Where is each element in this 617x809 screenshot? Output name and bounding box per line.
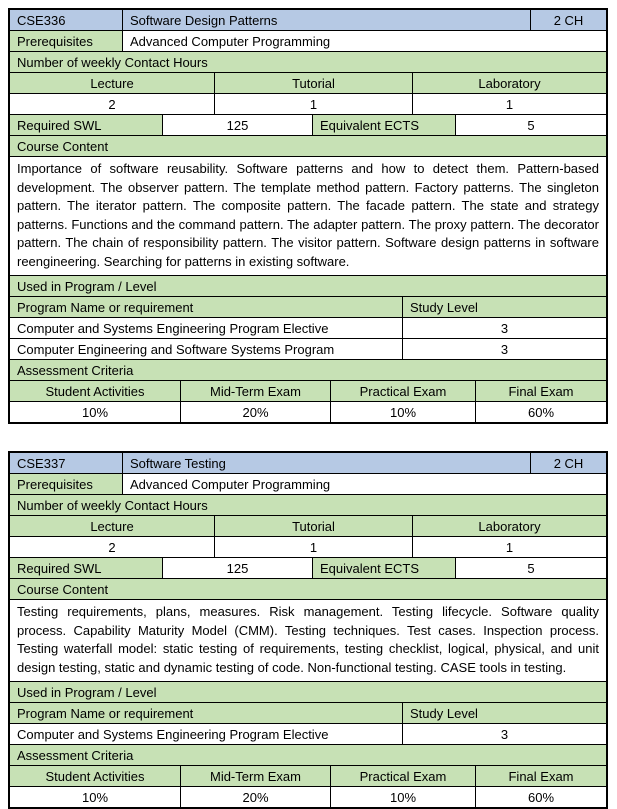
lecture-header: Lecture (10, 516, 214, 536)
course-content-row (10, 599, 606, 681)
laboratory-value: 1 (412, 94, 606, 114)
equivalent-ects-value: 5 (455, 115, 606, 135)
tutorial-header: Tutorial (214, 73, 412, 93)
program-level: 3 (402, 724, 606, 744)
course-title: Software Design Patterns (122, 10, 530, 30)
lecture-header: Lecture (10, 73, 214, 93)
practical-exam-value: 10% (330, 402, 475, 422)
prerequisites-value: Advanced Computer Programming (122, 31, 606, 51)
program-row (10, 338, 606, 359)
student-activities-header: Student Activities (10, 381, 180, 401)
midterm-exam-header: Mid-Term Exam (180, 381, 330, 401)
prerequisites-row (10, 473, 606, 494)
program-row (10, 317, 606, 338)
swl-ects-row (10, 557, 606, 578)
prerequisites-label: Prerequisites (10, 31, 122, 51)
equivalent-ects-label: Equivalent ECTS (312, 115, 455, 135)
midterm-exam-value: 20% (180, 402, 330, 422)
contact-hours-header: Number of weekly Contact Hours (10, 495, 606, 515)
required-swl-value: 125 (162, 558, 312, 578)
course-table-cse337 (8, 451, 608, 809)
practical-exam-header: Practical Exam (330, 766, 475, 786)
final-exam-header: Final Exam (475, 381, 606, 401)
midterm-exam-value: 20% (180, 787, 330, 807)
course-title-row (10, 10, 606, 30)
contact-hours-header: Number of weekly Contact Hours (10, 52, 606, 72)
contact-hours-header-row (10, 51, 606, 72)
course-content-text: Testing requirements, plans, measures. Risk management. Testing lifecycle. Software quality process. Capability Maturity Model (CMM). Testing techniques. Test cases. Inspection process. Testing waterfall model: static testing of requirements, testing checklist, logical, physical, and unit design testing, static and dynamic testing of code. Non-functional testing. CASE tools in testing. (17, 604, 599, 675)
assessment-columns-row (10, 380, 606, 401)
assessment-values-row (10, 401, 606, 422)
assessment-header: Assessment Criteria (10, 745, 606, 765)
course-table-cse336 (8, 8, 608, 424)
course-content-text: Importance of software reusability. Software patterns and how to detect them. Pattern-based development. The observer pattern. The template method pattern. Factory patterns. The singleton pattern. The iterator pattern. The composite pattern. The facade pattern. The state and strategy patterns. Functions and the command pattern. The adapter pattern. The proxy pattern. The decorator pattern. The chain of responsibility pattern. The visitor pattern. Software design patterns in software reengineering. Searching for patterns in existing software. (17, 161, 599, 269)
contact-hours-header-row (10, 494, 606, 515)
assessment-values-row (10, 786, 606, 807)
used-in-program-header: Used in Program / Level (10, 276, 606, 296)
prerequisites-label: Prerequisites (10, 474, 122, 494)
tutorial-value: 1 (214, 94, 412, 114)
student-activities-value: 10% (81, 404, 109, 420)
used-in-program-header: Used in Program / Level (10, 682, 606, 702)
course-content-header-row (10, 135, 606, 156)
required-swl-value: 125 (162, 115, 312, 135)
program-name-header: Program Name or requirement (10, 703, 402, 723)
course-title-row (10, 453, 606, 473)
credit-hours: 2 CH (530, 453, 606, 473)
final-exam-header: Final Exam (475, 766, 606, 786)
lecture-value: 2 (108, 539, 116, 555)
contact-hours-values-row (10, 536, 606, 557)
student-activities-header: Student Activities (10, 766, 180, 786)
program-name: Computer and Systems Engineering Program Elective (17, 726, 329, 742)
study-level-header: Study Level (402, 297, 606, 317)
prerequisites-row (10, 30, 606, 51)
program-columns-row (10, 296, 606, 317)
lecture-value: 2 (108, 96, 116, 112)
equivalent-ects-label: Equivalent ECTS (312, 558, 455, 578)
practical-exam-value: 10% (330, 787, 475, 807)
program-row (10, 723, 606, 744)
contact-hours-columns-row (10, 515, 606, 536)
laboratory-value: 1 (412, 537, 606, 557)
course-code: CSE337 (10, 453, 122, 473)
course-title: Software Testing (122, 453, 530, 473)
contact-hours-values-row (10, 93, 606, 114)
course-content-header: Course Content (10, 579, 606, 599)
program-name-header: Program Name or requirement (10, 297, 402, 317)
laboratory-header: Laboratory (412, 516, 606, 536)
credit-hours: 2 CH (530, 10, 606, 30)
laboratory-header: Laboratory (412, 73, 606, 93)
program-name: Computer Engineering and Software Systems Program (17, 341, 335, 357)
tutorial-value: 1 (214, 537, 412, 557)
program-level: 3 (402, 318, 606, 338)
course-content-header-row (10, 578, 606, 599)
program-name: Computer and Systems Engineering Program Elective (17, 320, 329, 336)
practical-exam-header: Practical Exam (330, 381, 475, 401)
equivalent-ects-value: 5 (455, 558, 606, 578)
final-exam-value: 60% (475, 402, 606, 422)
student-activities-value: 10% (81, 789, 109, 805)
study-level-header: Study Level (402, 703, 606, 723)
required-swl-label: Required SWL (10, 115, 162, 135)
midterm-exam-header: Mid-Term Exam (180, 766, 330, 786)
course-content-header: Course Content (10, 136, 606, 156)
required-swl-label: Required SWL (10, 558, 162, 578)
used-in-program-header-row (10, 275, 606, 296)
course-code: CSE336 (10, 10, 122, 30)
contact-hours-columns-row (10, 72, 606, 93)
swl-ects-row (10, 114, 606, 135)
tutorial-header: Tutorial (214, 516, 412, 536)
final-exam-value: 60% (475, 787, 606, 807)
prerequisites-value: Advanced Computer Programming (122, 474, 606, 494)
used-in-program-header-row (10, 681, 606, 702)
assessment-header: Assessment Criteria (10, 360, 606, 380)
assessment-header-row (10, 744, 606, 765)
assessment-header-row (10, 359, 606, 380)
assessment-columns-row (10, 765, 606, 786)
program-columns-row (10, 702, 606, 723)
course-content-row (10, 156, 606, 275)
program-level: 3 (402, 339, 606, 359)
